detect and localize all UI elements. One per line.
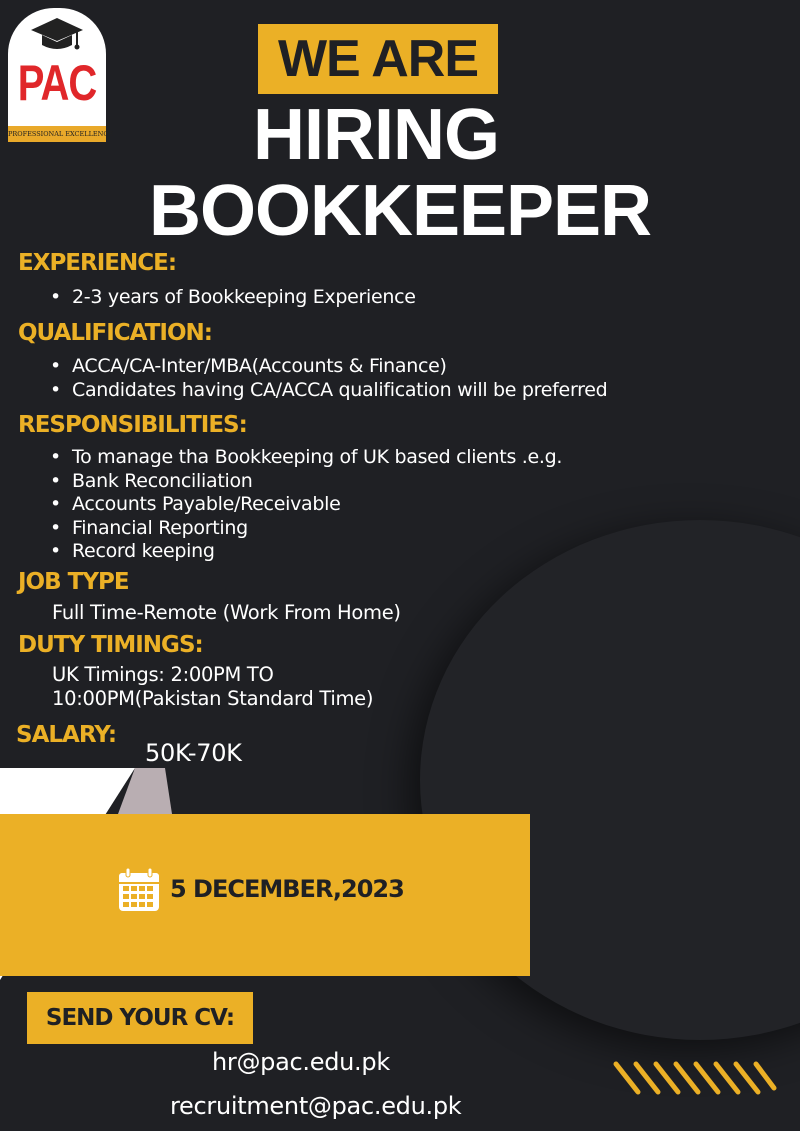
list-item: • ACCA/CA-Inter/MBA(Accounts & Finance) bbox=[50, 355, 607, 379]
responsibilities-title: RESPONSIBILITIES: bbox=[18, 412, 247, 438]
graduation-cap-icon bbox=[30, 14, 84, 54]
duty-timings-line2: 10:00PM(Pakistan Standard Time) bbox=[52, 687, 374, 710]
list-item: • Bank Reconciliation bbox=[50, 470, 562, 494]
duty-timings-line1: UK Timings: 2:00PM TO bbox=[52, 663, 274, 686]
headline-we-are: WE ARE bbox=[277, 30, 479, 88]
email-recruitment[interactable]: recruitment@pac.edu.pk bbox=[170, 1092, 462, 1120]
headline-hiring: HIRING bbox=[253, 95, 499, 175]
job-type-title: JOB TYPE bbox=[18, 569, 129, 595]
email-hr[interactable]: hr@pac.edu.pk bbox=[212, 1048, 390, 1076]
calendar-icon bbox=[118, 868, 160, 912]
experience-list bbox=[50, 286, 416, 310]
job-type-value: Full Time-Remote (Work From Home) bbox=[52, 601, 401, 624]
list-item: • To manage tha Bookkeeping of UK based clients .e.g. bbox=[50, 446, 562, 470]
list-item: • Record keeping bbox=[50, 540, 562, 564]
list-item: • Accounts Payable/Receivable bbox=[50, 493, 562, 517]
deadline-date: 5 DECEMBER,2023 bbox=[170, 875, 404, 903]
list-item: • Financial Reporting bbox=[50, 517, 562, 541]
list-item: • Candidates having CA/ACCA qualification will be preferred bbox=[50, 379, 607, 403]
experience-title: EXPERIENCE: bbox=[18, 250, 177, 276]
headline-position: BOOKKEEPER bbox=[148, 171, 652, 251]
logo-text: PAC bbox=[17, 56, 97, 111]
qualification-list bbox=[50, 355, 607, 402]
send-cv-label: SEND YOUR CV: bbox=[45, 1005, 235, 1031]
qualification-title: QUALIFICATION: bbox=[18, 320, 212, 346]
decorative-stripes bbox=[612, 1060, 778, 1096]
responsibilities-list bbox=[50, 446, 562, 564]
salary-value: 50K-70K bbox=[145, 739, 242, 767]
logo-tagline: PROFESSIONAL EXCELLENCE bbox=[8, 126, 106, 142]
list-item: • 2-3 years of Bookkeeping Experience bbox=[50, 286, 416, 310]
duty-timings-title: DUTY TIMINGS: bbox=[18, 632, 203, 658]
salary-title: SALARY: bbox=[16, 722, 117, 748]
